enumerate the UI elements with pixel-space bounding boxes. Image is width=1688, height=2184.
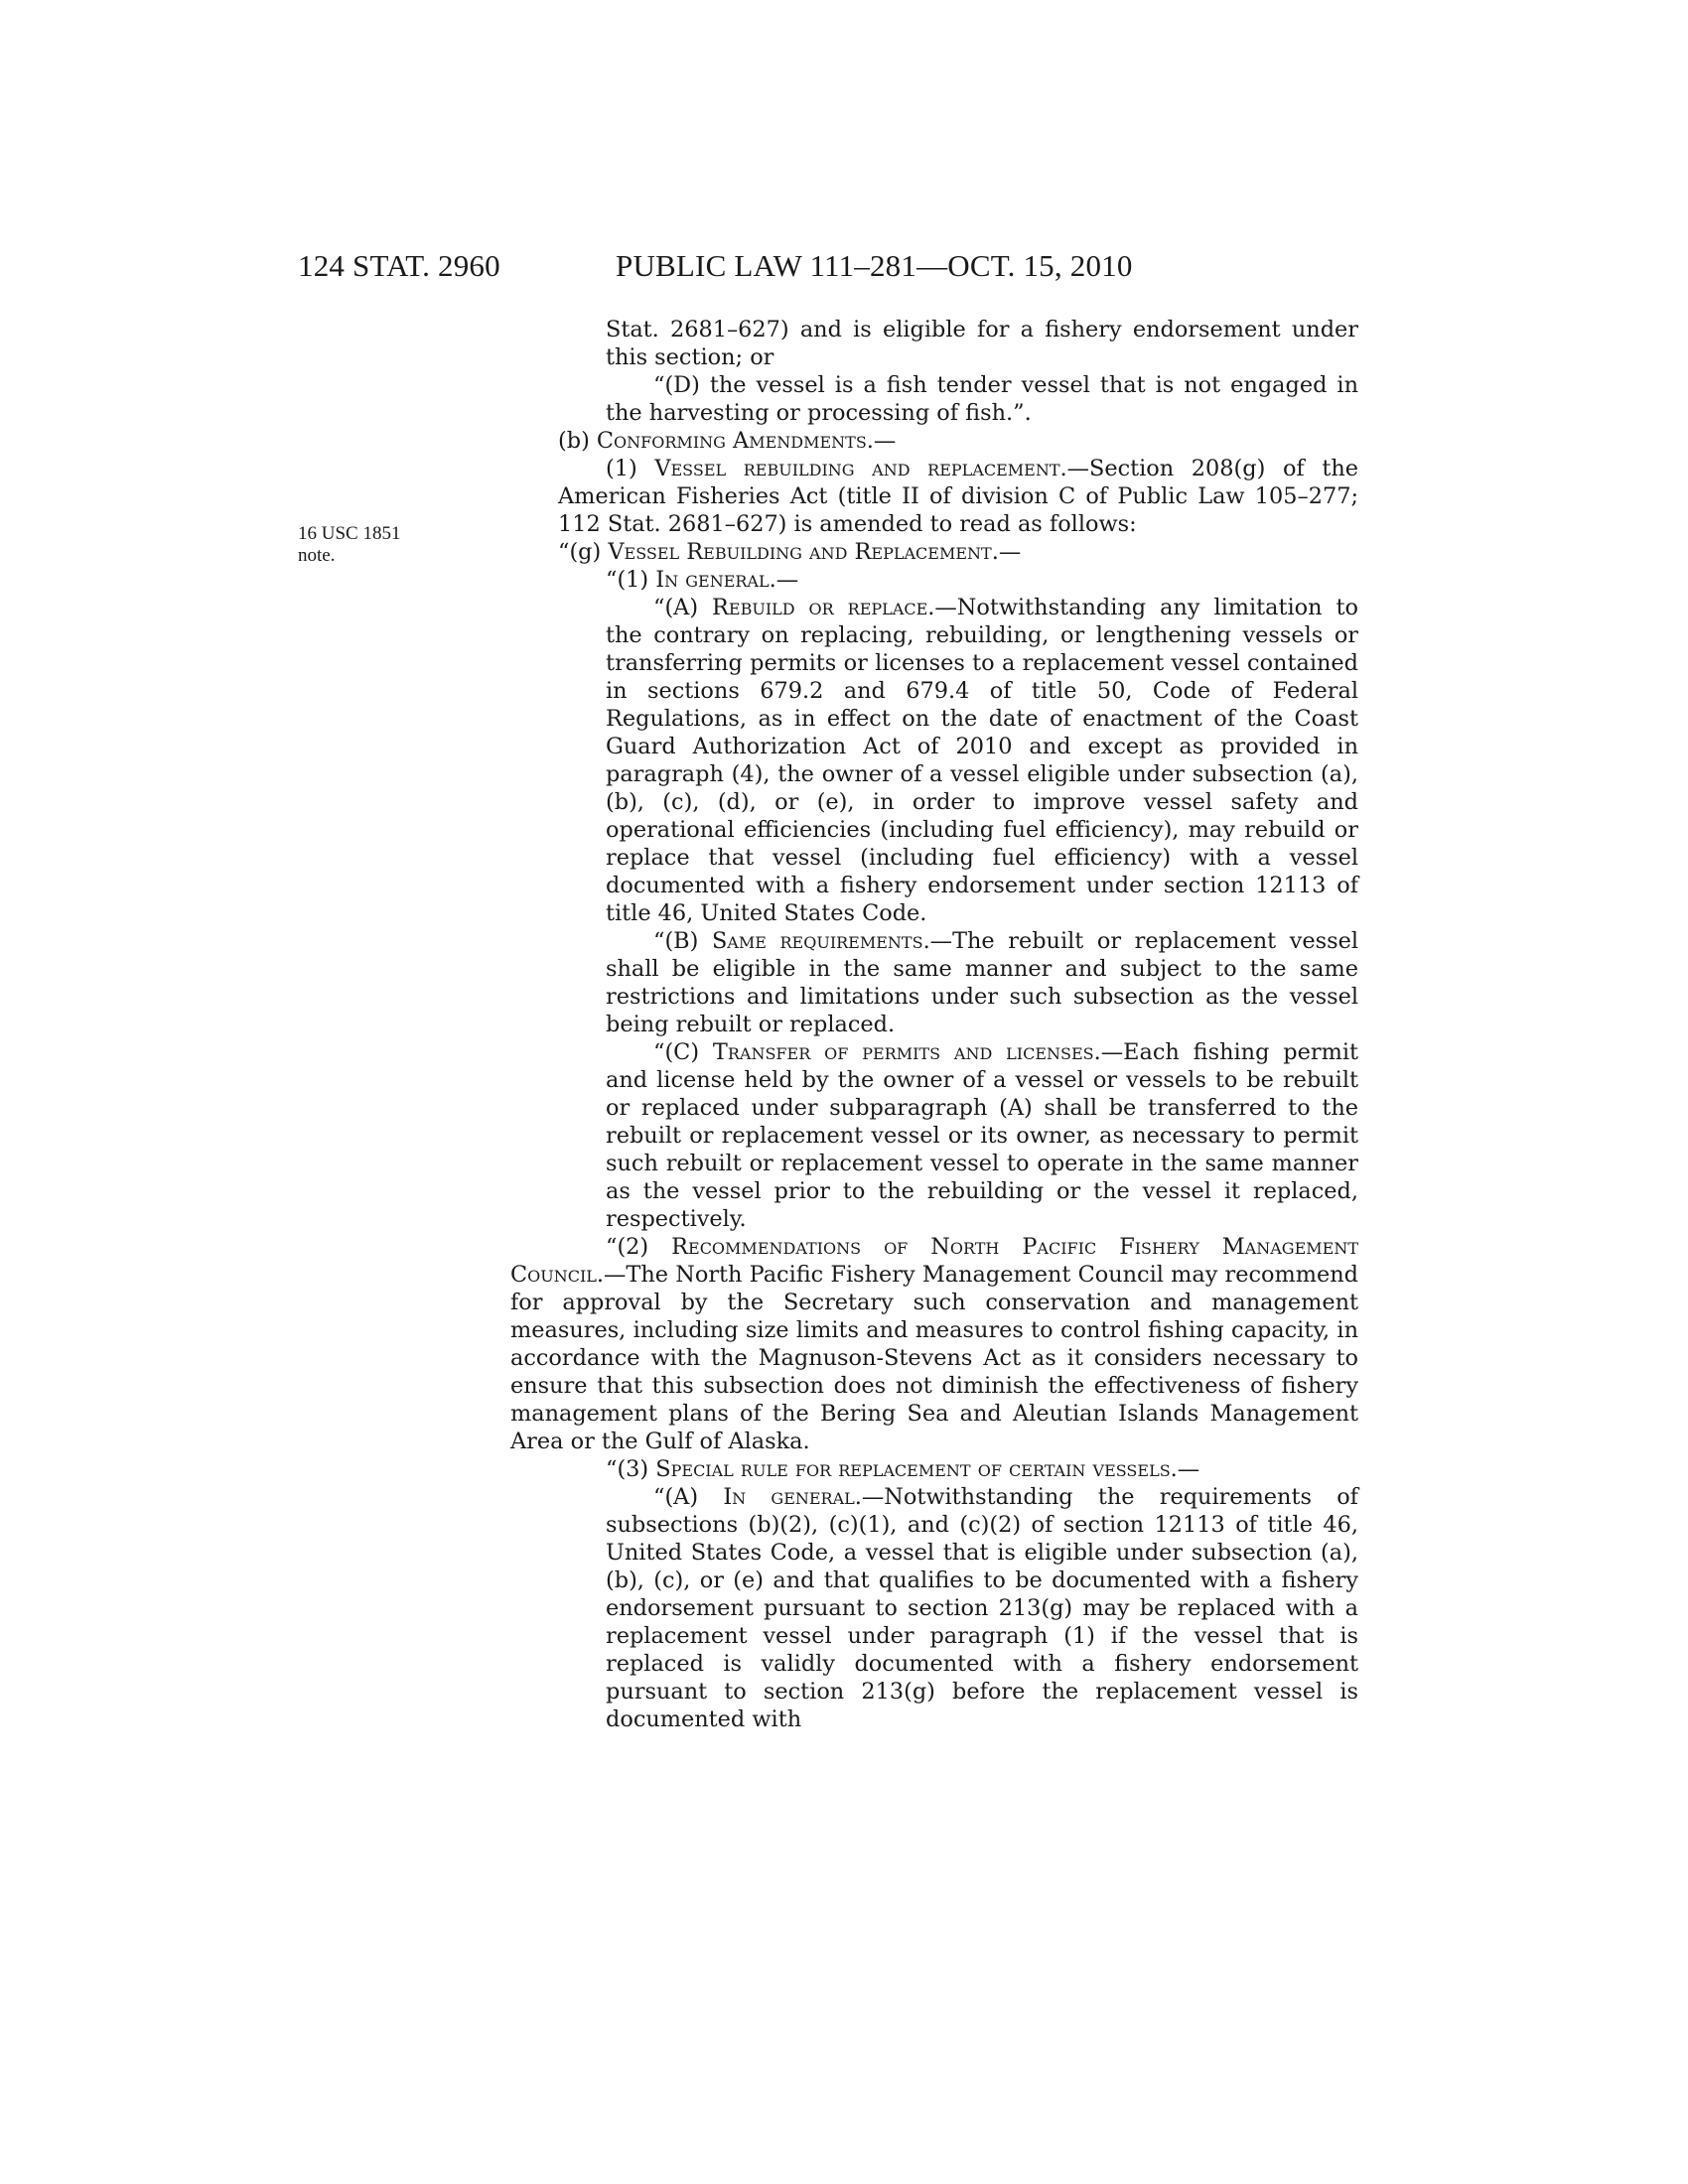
paragraph-1c — [510, 1038, 1358, 1233]
paragraph-label: “(2) — [606, 1234, 672, 1260]
paragraph-body: .—Each fishing permit and license held by the owner of a vessel or vessels to be rebuilt or replaced under subparagraph (A) shall be transferred to the rebuilt or replacement vessel or its owner, as necessary to permit such rebuilt or replacement vessel to operate in the same manner as the vessel prior to the rebuilding or the vessel it replaced, respectively. — [606, 1039, 1358, 1232]
paragraph-dash: .— — [991, 539, 1022, 565]
paragraph-label: “(C) — [653, 1039, 713, 1065]
paragraph-3-heading — [510, 1455, 1358, 1483]
paragraph-heading: Recommendations of North Pacific Fishery Management Council — [510, 1234, 1358, 1288]
paragraph-g-heading — [510, 538, 1358, 566]
paragraph-body: .—Notwithstanding any limitation to the contrary on replacing, rebuilding, or lengthening vessels or transferring permits or licenses to a replacement vessel contained in sections 679.2 and 679.4 of title 50, Code of Federal Regulations, as in effect on the date of enactment of the Coast Guard Authorization Act of 2010 and except as provided in paragraph (4), the owner of a vessel eligible under subsection (a), (b), (c), (d), or (e), in order to improve vessel safety and operational efficiencies (including fuel efficiency), may rebuild or replace that vessel (including fuel efficiency) with a vessel documented with a fishery endorsement under section 12113 of title 46, United States Code. — [606, 595, 1358, 926]
paragraph-heading: Vessel rebuilding and replacement — [654, 456, 1060, 481]
stat-page-number: 124 STAT. 2960 — [298, 248, 500, 283]
paragraph-label: “(g) — [558, 539, 609, 565]
paragraph-body: .—The North Pacific Fishery Management Council may recommend for approval by the Secretary such conservation and management measures, including size limits and measures to control fishing capacity, in accordance with the Magnuson-Stevens Act as it considers necessary to ensure that this subsection does not diminish the effectiveness of fishery management plans of the Bering Sea and Aleutian Islands Management Area or the Gulf of Alaska. — [510, 1262, 1358, 1454]
paragraph-body: .—The rebuilt or replacement vessel shall be eligible in the same manner and subject to the same restrictions and limitations under such subsection as the vessel being rebuilt or replaced. — [606, 928, 1358, 1037]
paragraph-dash: .— — [769, 567, 799, 593]
paragraph-b-heading — [510, 427, 1358, 455]
paragraph-1b — [510, 927, 1358, 1038]
paragraph-dash: .— — [866, 428, 897, 454]
paragraph-heading: Vessel Rebuilding and Replacement — [608, 539, 992, 565]
margin-note-citation: 16 USC 1851 — [298, 523, 401, 544]
paragraph-2 — [510, 1233, 1358, 1455]
margin-note-suffix: note. — [298, 545, 336, 566]
paragraph-1-heading — [510, 566, 1358, 594]
paragraph-label: (b) — [558, 428, 597, 454]
paragraph-label: (1) — [606, 456, 655, 481]
paragraph-body: .—Section 208(g) of the American Fisheries Act (title II of division C of Public Law 105–277; 112 Stat. 2681–627) is amended to read as follows: — [558, 456, 1358, 537]
body-text — [510, 316, 1358, 1733]
paragraph-continuation: Stat. 2681–627) and is eligible for a fishery endorsement under this section; or — [606, 317, 1358, 370]
paragraph-1a — [510, 594, 1358, 927]
paragraph-heading: Special rule for replacement of certain vessels — [655, 1456, 1171, 1482]
paragraph-body: .—Notwithstanding the requirements of subsections (b)(2), (c)(1), and (c)(2) of section 12113 of title 46, United States Code, a vessel that is eligible under subsection (a), (b), (c), or (e) and that qualifies to be documented with a fishery endorsement pursuant to section 213(g) may be replaced with a replacement vessel under paragraph (1) if the vessel that is replaced is validly documented with a fishery endorsement pursuant to section 213(g) before the replacement vessel is documented with — [606, 1484, 1358, 1732]
paragraph-1 — [510, 455, 1358, 538]
page-header — [298, 246, 1211, 286]
paragraph-heading: In general — [655, 567, 770, 593]
paragraph-label: “(B) — [653, 928, 712, 954]
paragraph-label: “(1) — [606, 567, 656, 593]
paragraph-dash: .— — [1170, 1456, 1200, 1482]
paragraph-heading: Rebuild or replace — [712, 595, 928, 620]
margin-note — [298, 523, 417, 567]
paragraph-d: “(D) the vessel is a fish tender vessel that is not engaged in the harvesting or processing of fish.”. — [606, 372, 1358, 426]
paragraph-heading: Conforming Amendments — [596, 428, 867, 454]
paragraph-heading: Same requirements — [711, 928, 923, 954]
paragraph-label: “(A) — [653, 1484, 724, 1510]
paragraph-heading: In general — [723, 1484, 855, 1510]
paragraph-label: “(A) — [653, 595, 713, 620]
paragraph-label: “(3) — [606, 1456, 656, 1482]
law-title: PUBLIC LAW 111–281—OCT. 15, 2010 — [616, 248, 1133, 283]
paragraph-heading: Transfer of permits and licenses — [712, 1039, 1094, 1065]
paragraph-3a — [510, 1483, 1358, 1733]
